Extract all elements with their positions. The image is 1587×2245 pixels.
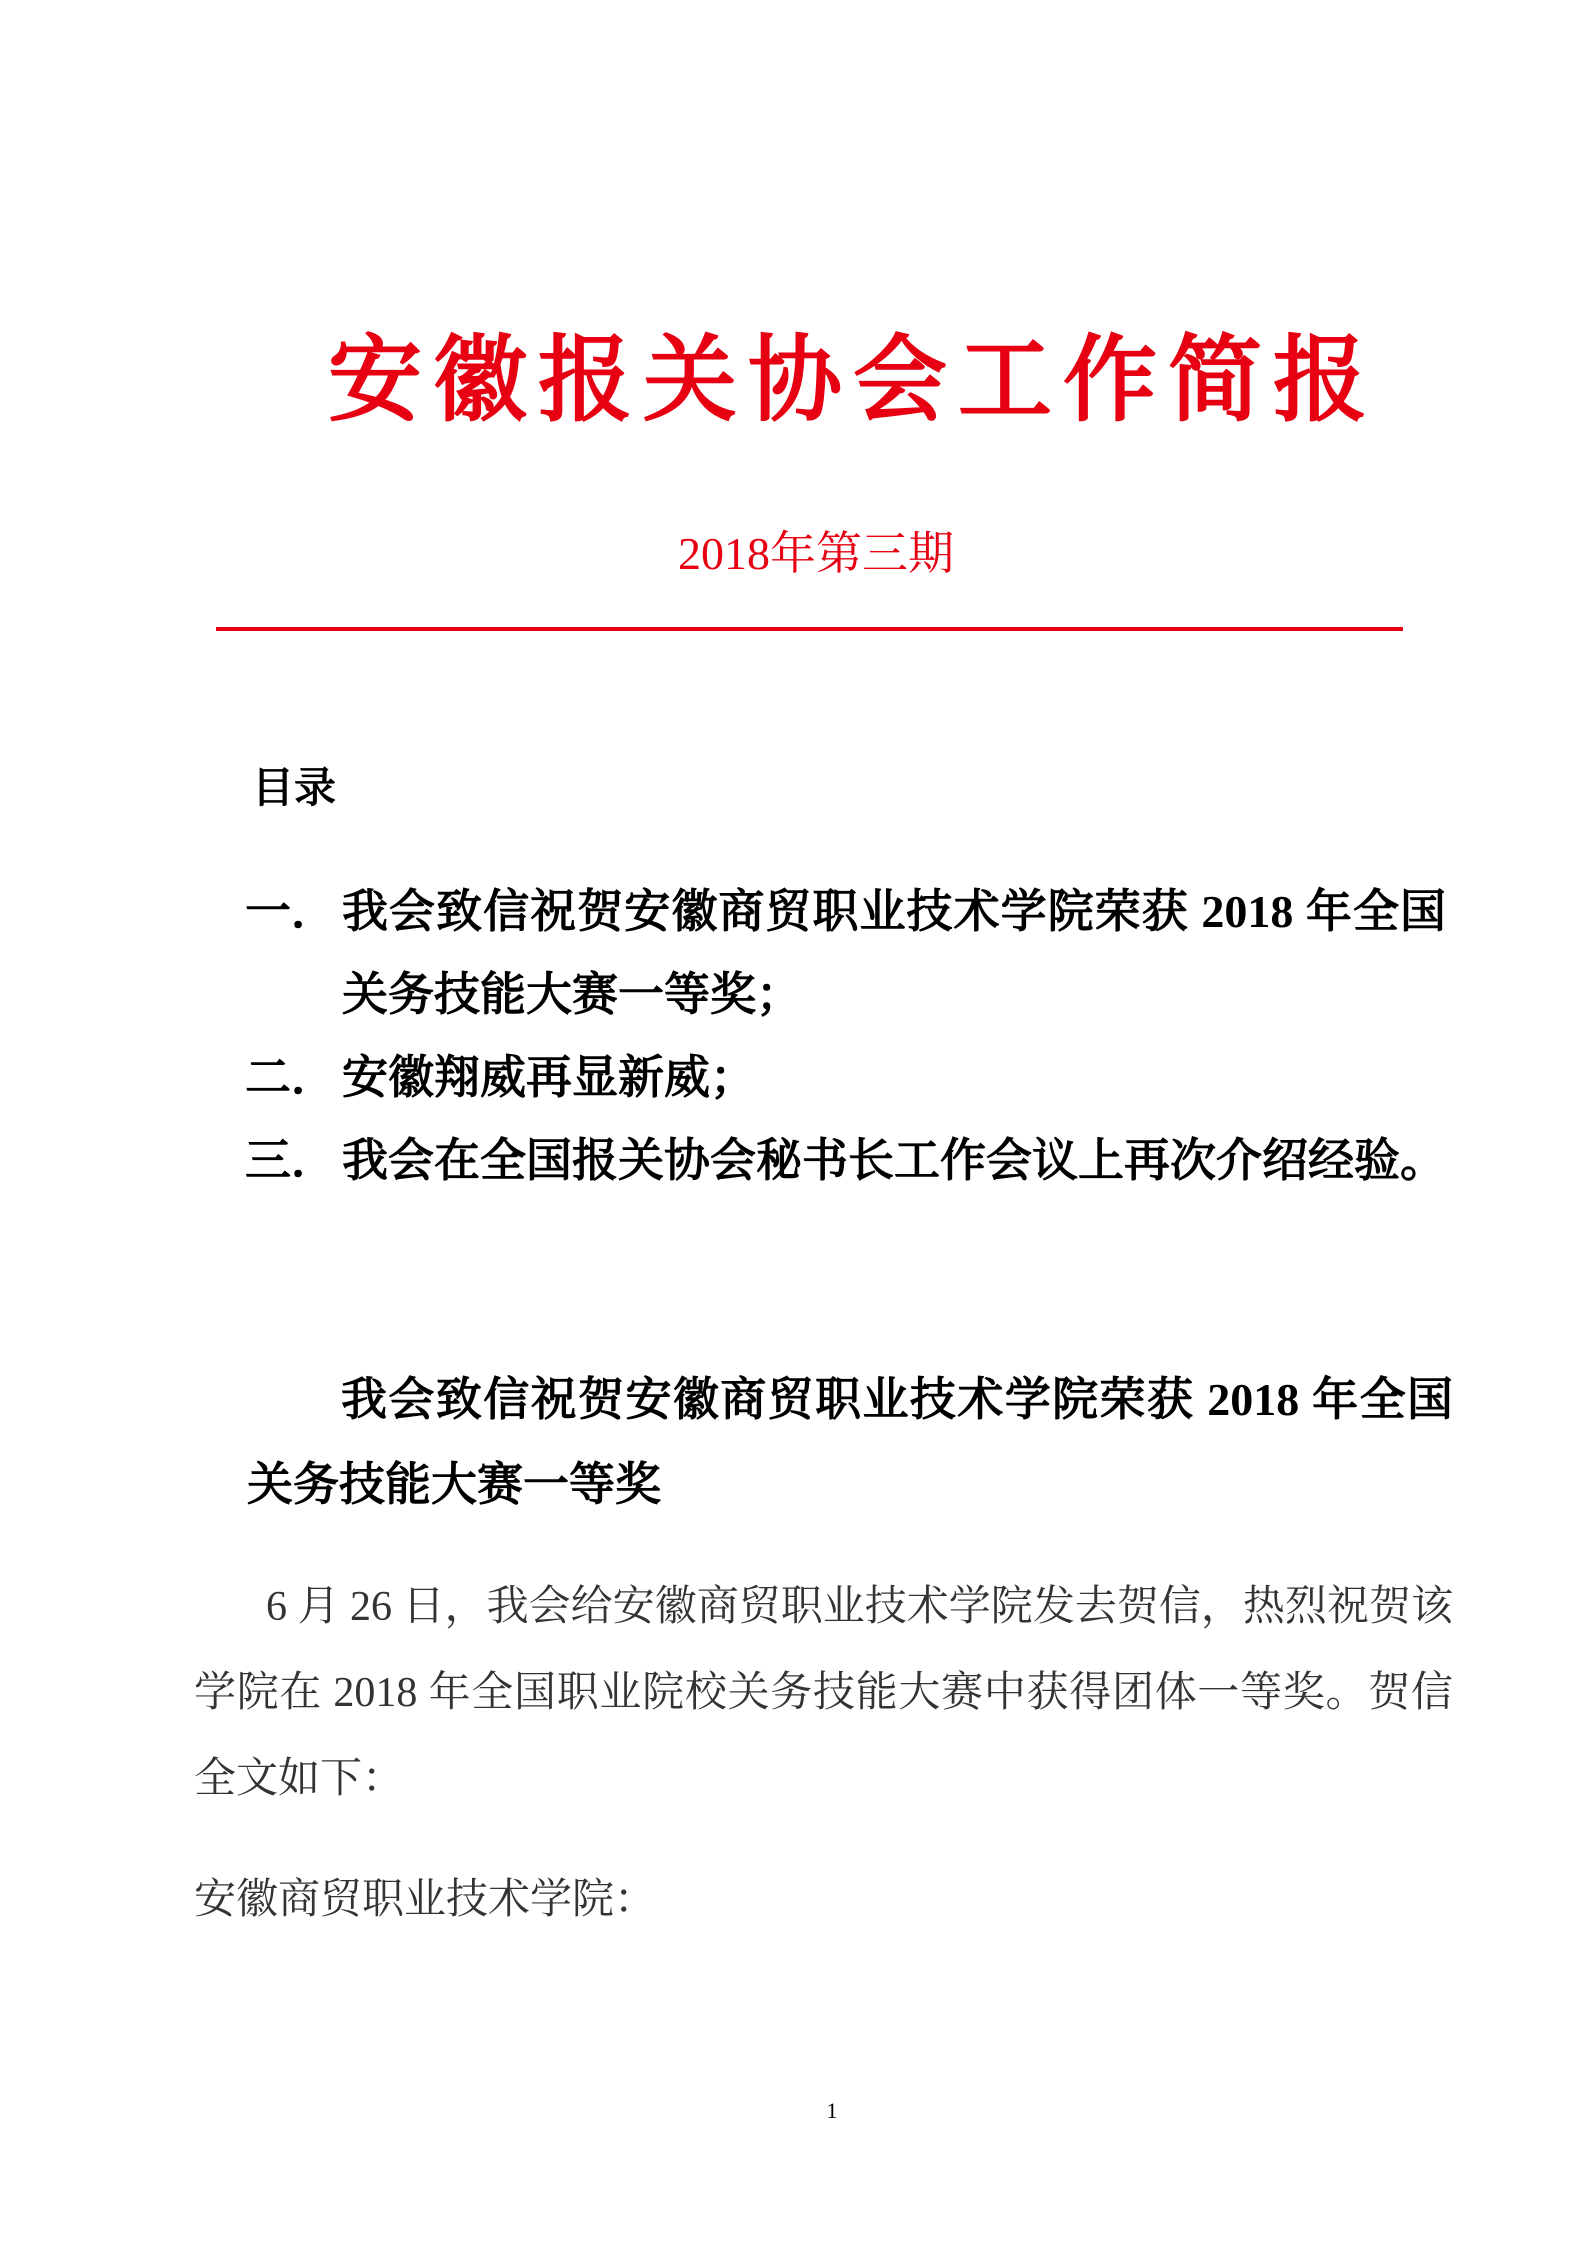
toc-item-text [342, 1036, 1446, 1119]
toc-item-line: 关务技能大赛一等奖； [342, 969, 802, 1020]
page-number: 1 [826, 2098, 838, 2123]
toc-marker: 一． [245, 886, 337, 937]
toc-item-text [342, 1119, 1446, 1202]
article-body-line: 全文如下： [194, 1756, 405, 1802]
toc-item-line: 安徽翔威再显新威； [342, 1052, 756, 1103]
issue-label: 2018年第三期 [678, 528, 954, 579]
page-title: 安徽报关协会工作简报 [328, 329, 1379, 433]
article-title-line: 我会致信祝贺安徽商贸职业技术学院荣获 2018 年全国 [341, 1374, 1453, 1425]
table-of-contents [245, 870, 1455, 1202]
article-body-line: 学院在 2018 年全国职业院校关务技能大赛中获得团体一等奖。贺信 [194, 1670, 1453, 1716]
toc-item-1 [245, 870, 1455, 1036]
toc-item-line: 我会致信祝贺安徽商贸职业技术学院荣获 2018 年全国 [342, 886, 1446, 937]
toc-item-line: 我会在全国报关协会秘书长工作会议上再次介绍经验。 [342, 1135, 1446, 1186]
toc-item-text [342, 870, 1446, 1036]
article-body-line: 6 月 26 日，我会给安徽商贸职业技术学院发去贺信，热烈祝贺该 [266, 1584, 1453, 1630]
toc-marker: 三． [245, 1135, 337, 1186]
toc-heading: 目录 [252, 766, 337, 812]
toc-item-3 [245, 1119, 1455, 1202]
header-divider [216, 627, 1403, 631]
article-title-line: 关务技能大赛一等奖 [247, 1459, 661, 1510]
toc-item-2 [245, 1036, 1455, 1119]
letter-salutation: 安徽商贸职业技术学院： [194, 1877, 657, 1923]
toc-marker: 二． [245, 1052, 337, 1103]
